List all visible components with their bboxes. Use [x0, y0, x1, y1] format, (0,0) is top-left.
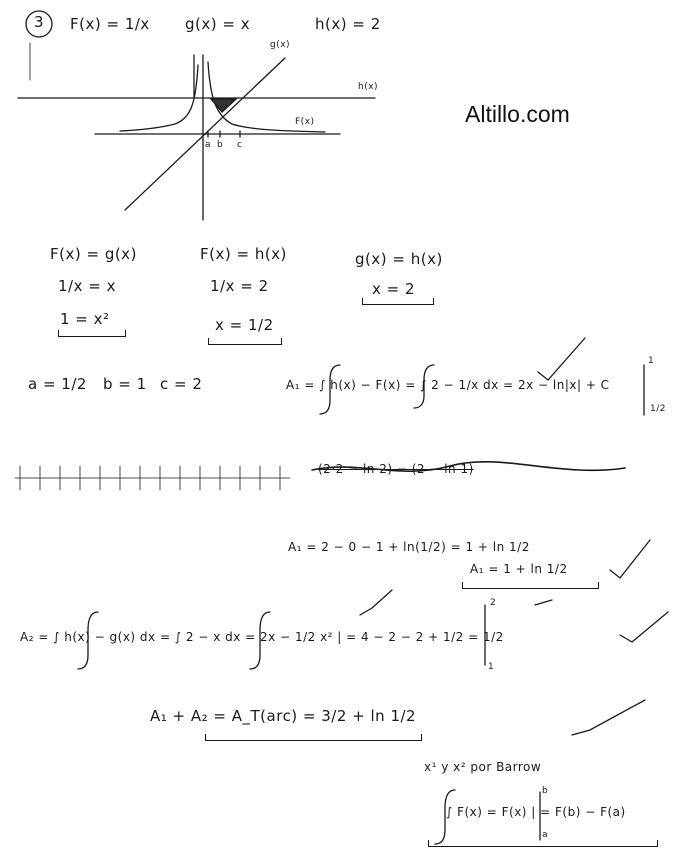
- h-definition: h(x) = 2: [315, 15, 381, 33]
- barrow-formula: ∫ F(x) = F(x) | = F(b) − F(a): [446, 805, 626, 819]
- f-definition: F(x) = 1/x: [70, 15, 150, 33]
- area1-result: A₁ = 1 + ln 1/2: [470, 562, 568, 576]
- tick-label-b: b: [217, 140, 224, 150]
- fh-step2: x = 1/2: [215, 316, 274, 334]
- check-mark-1: [538, 338, 585, 380]
- area1-integral: A₁ = ∫ h(x) − F(x) = ∫ 2 − 1/x dx = 2x − ln|x| + C: [286, 378, 610, 392]
- area2-lower: 1: [488, 662, 495, 672]
- graph-label-h: h(x): [358, 82, 379, 92]
- g-definition: g(x) = x: [185, 15, 251, 33]
- bound-a: a = 1/2: [28, 375, 87, 393]
- area1-upper: 1: [648, 356, 655, 366]
- watermark-text: Altillo.com: [465, 101, 570, 127]
- area2-upper: 2: [490, 598, 497, 608]
- area1-eval: A₁ = 2 − 0 − 1 + ln(1/2) = 1 + ln 1/2: [288, 540, 530, 554]
- barrow-upper: b: [542, 786, 549, 796]
- gh-equation: g(x) = h(x): [355, 250, 443, 268]
- bound-b: b = 1: [103, 375, 147, 393]
- tick-label-c: c: [237, 140, 243, 150]
- tick-label-a: a: [205, 140, 212, 150]
- check-mark-4: [620, 612, 668, 642]
- graph-label-g: g(x): [270, 40, 291, 50]
- bound-c: c = 2: [160, 375, 203, 393]
- fh-step1: 1/x = 2: [210, 277, 269, 295]
- total-area: A₁ + A₂ = A_T(arc) = 3/2 + ln 1/2: [150, 707, 417, 725]
- fh-equation: F(x) = h(x): [200, 245, 287, 263]
- check-mark-3: [360, 590, 392, 615]
- problem-number: 3: [34, 13, 45, 31]
- check-mark-2: [610, 540, 650, 578]
- fg-step1: 1/x = x: [58, 277, 116, 295]
- area1-lower: 1/2: [650, 404, 666, 414]
- shaded-region: [211, 99, 236, 112]
- check-mark-5: [572, 700, 645, 735]
- fg-equation: F(x) = g(x): [50, 245, 137, 263]
- area2-integral: A₂ = ∫ h(x) − g(x) dx = ∫ 2 − x dx = 2x − 1/2 x² | = 4 − 2 − 2 + 1/2 = 1/2: [20, 630, 504, 644]
- fg-step2: 1 = x²: [60, 310, 110, 328]
- barrow-title: x¹ y x² por Barrow: [424, 760, 542, 774]
- barrow-lower: a: [542, 830, 549, 840]
- area1-crossed-work: (2·2 − ln 2) − (2 − ln 1): [318, 462, 474, 476]
- gh-step1: x = 2: [372, 280, 416, 298]
- graph-label-f: F(x): [295, 117, 315, 127]
